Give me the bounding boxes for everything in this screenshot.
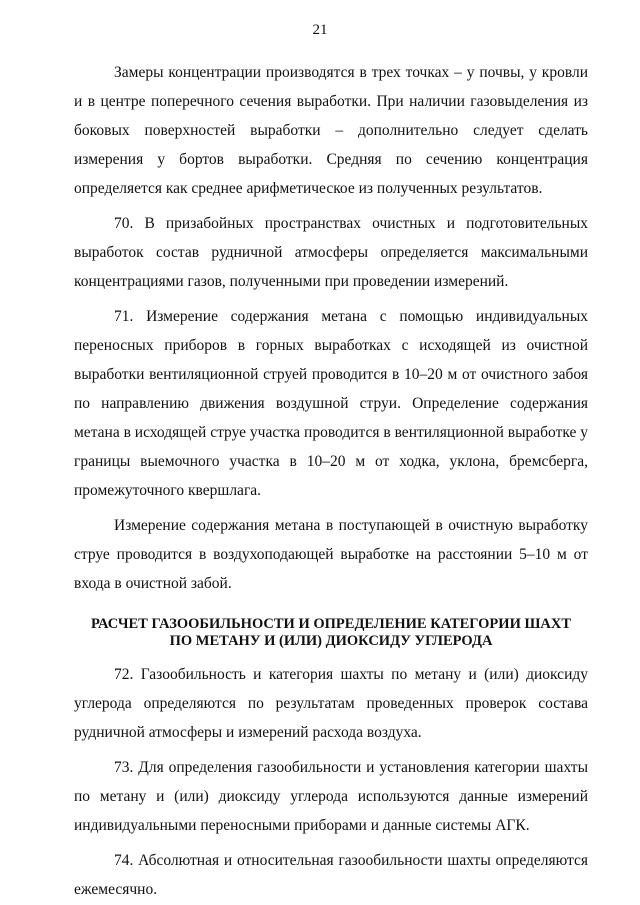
- paragraph-70: 70. В призабойных пространствах очистных и подготовительных выработок состав рудничной атмосферы определяется максимальными концентрациями газов, полученными при проведении измерений.: [74, 215, 588, 290]
- section-heading-line-2: ПО МЕТАНУ И (ИЛИ) ДИОКСИДУ УГЛЕРОДА: [169, 633, 493, 649]
- page-number: 21: [312, 22, 328, 38]
- paragraph-methane-intake: Измерение содержания метана в поступающей в очистную выработку струе проводится в воздухоподающей выработке на расстоянии 5–10 м от входа в очистной забой.: [74, 517, 588, 592]
- section-heading-line-1: РАСЧЕТ ГАЗООБИЛЬНОСТИ И ОПРЕДЕЛЕНИЕ КАТЕГОРИИ ШАХТ: [90, 616, 572, 632]
- section-heading: [74, 616, 588, 650]
- paragraph-73: 73. Для определения газообильности и установления категории шахты по метану и (или) диоксиду углерода используются данные измерений индивидуальными переносными приборами и данные системы АГК.: [74, 759, 588, 834]
- paragraph-72: 72. Газообильность и категория шахты по метану и (или) диоксиду углерода определяются по результатам проведенных проверок состава рудничной атмосферы и измерений расхода воздуха.: [74, 666, 588, 741]
- paragraph-71: 71. Измерение содержания метана с помощью индивидуальных переносных приборов в горных выработках с исходящей из очистной выработки вентиляционной струей проводится в 10–20 м от очистного забоя по направлению движения воздушной струи. Определение содержания метана в исходящей струе участка проводится в вентиляционной выработке у границы выемочного участка в 10–20 м от ходка, уклона, бремсберга, промежуточного квершлага.: [74, 308, 588, 499]
- paragraph-74: 74. Абсолютная и относительная газообильности шахты определяются ежемесячно.: [74, 852, 588, 898]
- paragraph-measurement-points: Замеры концентрации производятся в трех точках – у почвы, у кровли и в центре поперечного сечения выработки. При наличии газовыделения из боковых поверхностей выработки – дополнительно следует сделать измерения у бортов выработки. Средняя по сечению концентрация определяется как среднее арифметическое из полученных результатов.: [74, 64, 588, 197]
- document-body: [74, 58, 588, 904]
